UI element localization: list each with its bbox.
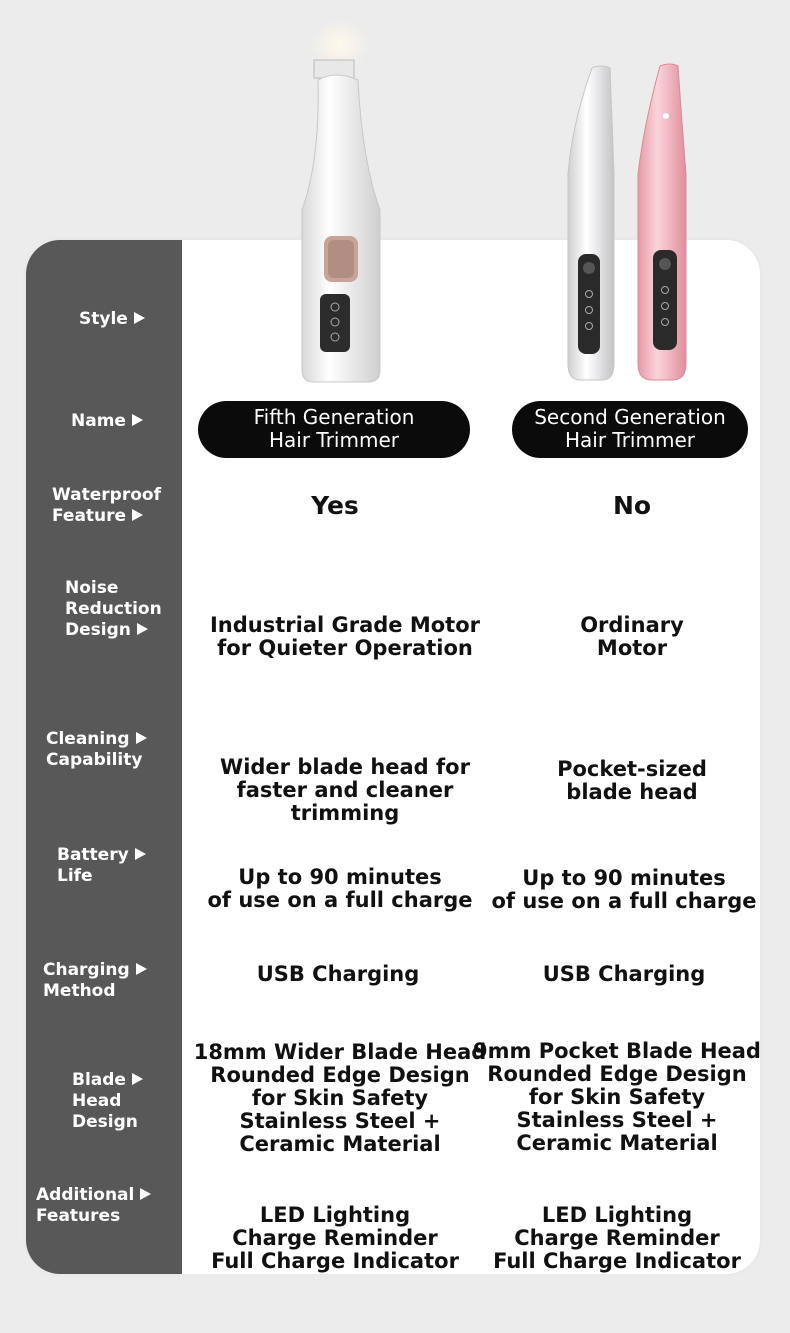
triangle-icon <box>135 848 146 860</box>
cleaning-value-second: Pocket-sized blade head <box>557 757 707 804</box>
row-label-waterproof: Waterproof Feature <box>52 485 161 526</box>
waterproof-value-second: No <box>612 491 652 520</box>
row-label-style: Style <box>79 309 145 330</box>
blade-value-fifth: 18mm Wider Blade Head Rounded Edge Design for Skin Safety Stainless Steel + Ceramic Material <box>193 1040 487 1156</box>
charging-value-second: USB Charging <box>542 962 706 986</box>
blade-value-second: 9mm Pocket Blade Head Rounded Edge Design for Skin Safety Stainless Steel + Ceramic Material <box>473 1039 761 1155</box>
triangle-icon <box>140 1188 151 1200</box>
charging-value-fifth: USB Charging <box>256 962 420 986</box>
noise-value-fifth: Industrial Grade Motor for Quieter Operation <box>209 613 481 660</box>
fifth-generation-trimmer-image <box>280 20 400 390</box>
triangle-icon <box>132 414 143 426</box>
row-label-charging: Charging Method <box>43 960 147 1002</box>
row-label-battery: Battery Life <box>57 845 146 887</box>
waterproof-value-fifth: Yes <box>311 491 359 520</box>
row-label-name: Name <box>71 411 143 432</box>
triangle-icon <box>134 312 145 324</box>
row-label-blade: Blade Head Design <box>72 1070 143 1133</box>
battery-value-fifth: Up to 90 minutes of use on a full charge <box>207 865 473 912</box>
triangle-icon <box>132 509 143 521</box>
row-label-additional: Additional Features <box>36 1185 151 1227</box>
additional-value-fifth: LED Lighting Charge Reminder Full Charge Indicator <box>211 1203 459 1273</box>
triangle-icon <box>136 963 147 975</box>
battery-value-second: Up to 90 minutes of use on a full charge <box>491 866 757 913</box>
row-label-cleaning: Cleaning Capability <box>46 729 147 771</box>
noise-value-second: Ordinary Motor <box>580 613 684 660</box>
product-name-pill-fifth: Fifth Generation Hair Trimmer <box>198 401 470 458</box>
triangle-icon <box>136 732 147 744</box>
row-label-noise: Noise Reduction Design <box>65 578 162 640</box>
triangle-icon <box>132 1073 143 1085</box>
additional-value-second: LED Lighting Charge Reminder Full Charge Indicator <box>493 1203 741 1273</box>
product-name-pill-second: Second Generation Hair Trimmer <box>512 401 748 458</box>
triangle-icon <box>137 623 148 635</box>
second-generation-trimmer-image <box>552 54 702 384</box>
cleaning-value-fifth: Wider blade head for faster and cleaner trimming <box>220 755 470 825</box>
